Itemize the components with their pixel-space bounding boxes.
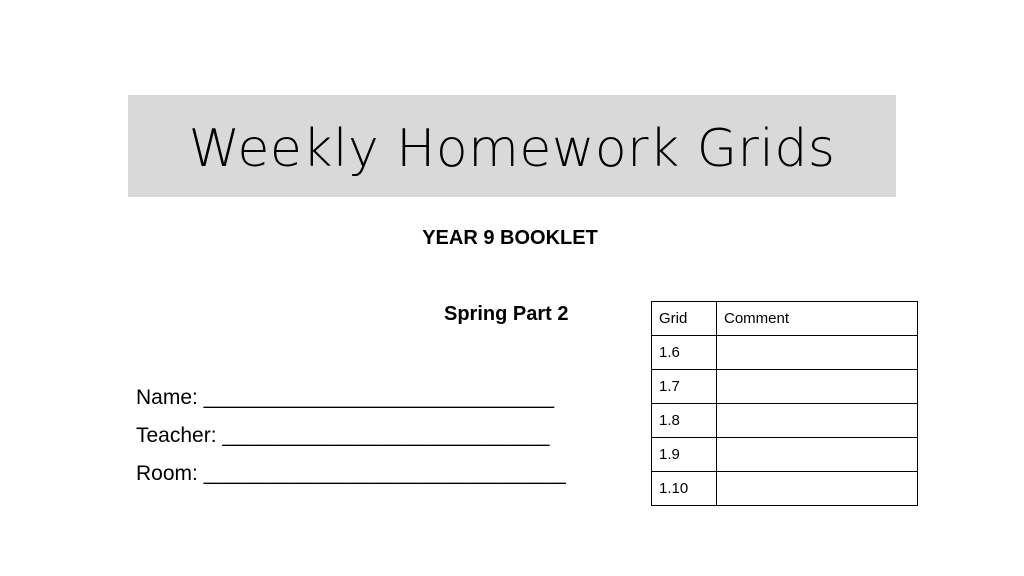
grid-cell: 1.6 [652,336,717,370]
comment-cell[interactable] [717,370,918,404]
room-label: Room: [136,462,198,485]
term-label: Spring Part 2 [444,303,569,325]
table-row [652,472,918,506]
table-row [652,404,918,438]
teacher-label: Teacher: [136,424,217,447]
comment-cell[interactable] [717,336,918,370]
page-title: Weekly Homework Grids [188,119,836,179]
table-row [652,370,918,404]
comment-cell[interactable] [717,404,918,438]
student-fields [136,379,566,493]
grid-cell: 1.7 [652,370,717,404]
grid-cell: 1.10 [652,472,717,506]
table-header-row [652,302,918,336]
header-comment: Comment [717,302,918,336]
homework-grid-table [651,301,918,506]
booklet-subtitle: YEAR 9 BOOKLET [422,227,598,249]
room-field[interactable] [136,455,566,493]
grid-cell: 1.8 [652,404,717,438]
title-banner [128,95,896,197]
comment-cell[interactable] [717,438,918,472]
teacher-field[interactable] [136,417,566,455]
name-field[interactable] [136,379,566,417]
room-line[interactable]: _______________________________ [203,462,566,485]
name-label: Name: [136,386,198,409]
comment-cell[interactable] [717,472,918,506]
grid-cell: 1.9 [652,438,717,472]
table-row [652,336,918,370]
teacher-line[interactable]: ____________________________ [222,424,550,447]
header-grid: Grid [652,302,717,336]
name-line[interactable]: ______________________________ [203,386,555,409]
table-row [652,438,918,472]
